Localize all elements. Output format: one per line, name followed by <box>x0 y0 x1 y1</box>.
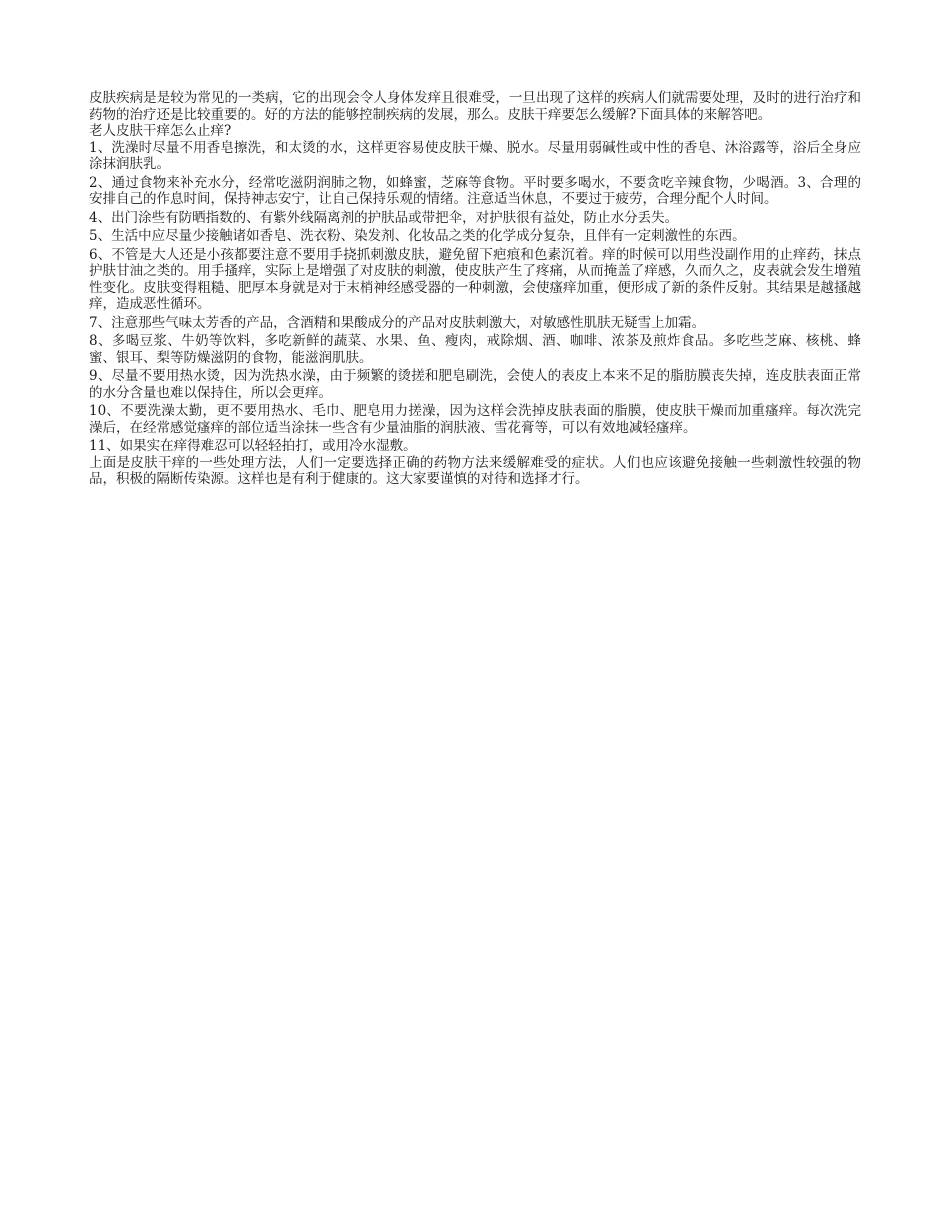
list-item: 8、多喝豆浆、牛奶等饮料，多吃新鲜的蔬菜、水果、鱼、瘦肉，戒除烟、酒、咖啡、浓茶及煎炸食品。多吃些芝麻、核桃、蜂蜜、银耳、梨等防燥滋阴的食物，能滋润肌肤。 <box>89 333 861 366</box>
list-item: 5、生活中应尽量少接触诸如香皂、洗衣粉、染发剂、化妆品之类的化学成分复杂，且伴有一定刺激性的东西。 <box>89 228 746 244</box>
intro-paragraph: 皮肤疾病是是较为常见的一类病，它的出现会令人身体发痒且很难受，一旦出现了这样的疾病人们就需要处理，及时的进行治疗和药物的治疗还是比较重要的。好的方法的能够控制疾病的发展，那么。皮肤干痒要怎么缓解?下面具体的来解答吧。 <box>89 90 861 123</box>
list-item: 4、出门涂些有防晒指数的、有紫外线隔离剂的护肤品或带把伞，对护肤很有益处，防止水分丢失。 <box>89 209 679 226</box>
list-item: 6、不管是大人还是小孩都要注意不要用手挠抓刺激皮肤，避免留下疤痕和色素沉着。痒的时候可以用些没副作用的止痒药，抹点护肤甘油之类的。用手搔痒，实际上是增强了对皮肤的刺激，使皮肤产生了疼痛，从而掩盖了痒感，久而久之，皮表就会发生增殖性变化。皮肤变得粗糙、肥厚本身就是对于末梢神经感受器的一种刺激，会使瘙痒加重，便形成了新的条件反射。其结果是越搔越痒，造成恶性循环。 <box>89 246 861 312</box>
list-item: 11、如果实在痒得难忍可以轻轻拍打，或用冷水湿敷。 <box>89 438 417 454</box>
list-item: 9、尽量不要用热水烫，因为洗热水澡，由于频繁的烫搓和肥皂刷洗，会使人的表皮上本来不足的脂肪膜丧失掉，连皮肤表面正常的水分含量也难以保持住，所以会更痒。 <box>89 368 861 401</box>
list-item: 7、注意那些气味太芳香的产品，含酒精和果酸成分的产品对皮肤刺激大，对敏感性肌肤无疑雪上加霜。 <box>89 314 706 331</box>
list-item: 2、通过食物来补充水分，经常吃滋阴润肺之物，如蜂蜜，芝麻等食物。平时要多喝水，不要贪吃辛辣食物，少喝酒。3、合理的安排自己的作息时间，保持神志安宁，让自己保持乐观的情绪。注意适当休息，不要过于疲劳，合理分配个人时间。 <box>89 174 861 207</box>
document-body <box>89 90 861 490</box>
conclusion-paragraph: 上面是皮肤干痒的一些处理方法，人们一定要选择正确的药物方法来缓解难受的症状。人们也应该避免接触一些刺激性较强的物品，积极的隔断传染源。这样也是有利于健康的。这大家要谨慎的对待和选择才行。 <box>89 454 861 487</box>
question-heading: 老人皮肤干痒怎么止痒? <box>89 123 232 139</box>
list-item: 10、不要洗澡太勤，更不要用热水、毛巾、肥皂用力搓澡，因为这样会洗掉皮肤表面的脂膜，使皮肤干燥而加重瘙痒。每次洗完澡后，在经常感觉瘙痒的部位适当涂抹一些含有少量油脂的润肤液、雪花膏等，可以有效地减轻瘙痒。 <box>89 403 861 436</box>
list-item: 1、洗澡时尽量不用香皂擦洗，和太烫的水，这样更容易使皮肤干燥、脱水。尽量用弱碱性或中性的香皂、沐浴露等，浴后全身应涂抹润肤乳。 <box>89 139 861 172</box>
